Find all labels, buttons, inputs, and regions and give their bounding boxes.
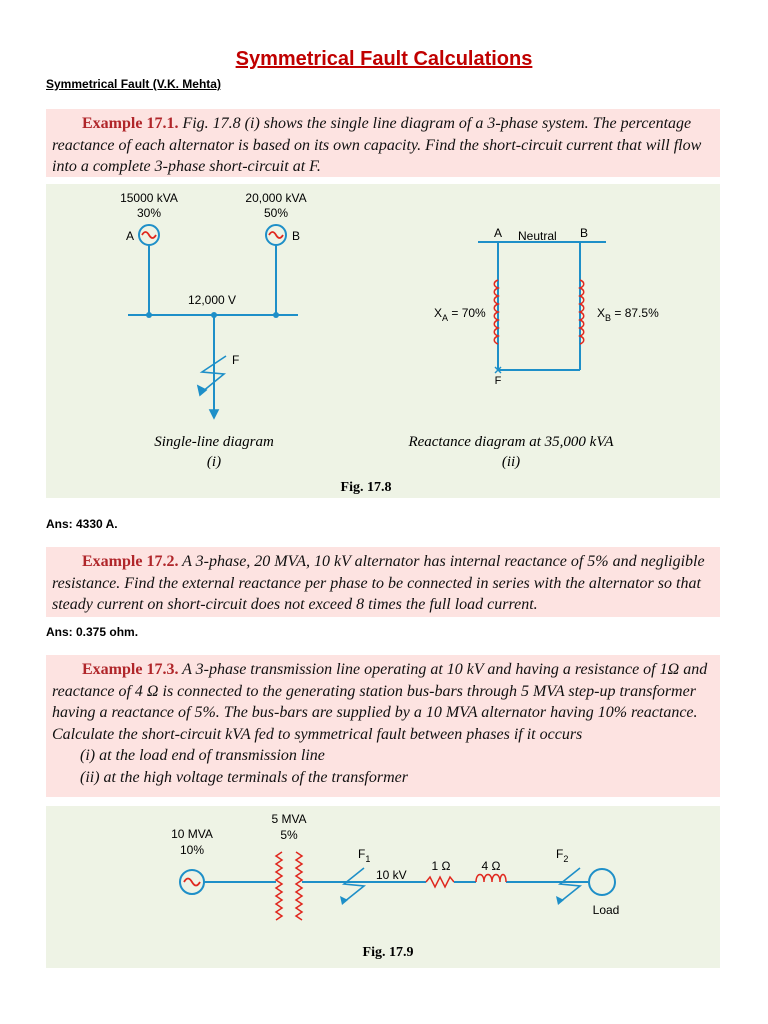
figure-17-8-label: Fig. 17.8 <box>340 480 392 495</box>
gen-b-label: B <box>292 229 301 243</box>
gen-a-label: A <box>125 229 134 243</box>
example-17-2-label: Example 17.2. <box>82 553 179 570</box>
answer-17-2: Ans: 0.375 ohm. <box>46 625 139 639</box>
load-label: Load <box>592 903 620 917</box>
example-17-2-text <box>46 547 720 620</box>
gen-a-reactance: 30% <box>136 206 162 220</box>
answer-17-1: Ans: 4330 A. <box>46 517 118 531</box>
caption-left-num: (i) <box>206 454 222 470</box>
fault-label: F <box>232 353 240 367</box>
example-17-2-box <box>46 547 720 617</box>
gen-reactance: 10% <box>179 843 205 857</box>
figure-17-8 <box>46 184 720 498</box>
tx-reactance: 5% <box>280 828 298 842</box>
example-17-3-body: A 3-phase transmission line operating at 10 kV and having a resistance of 1Ω and reactance of 4 Ω is connected to the generating station bus-bars through 5 MVA step-up transformer having a reactance of 5%. The bus-bars are supplied by a 10 MVA alternator having 10% reactance. Calculate the short-circuit kVA fed to symmetrical fault between phases if it occurs <box>52 661 708 743</box>
xb-label: $X_B = 87.5\%$ <box>597 306 659 323</box>
f1-label: $F_1$ <box>358 847 371 864</box>
example-17-2-body: A 3-phase, 20 MVA, 10 kV alternator has internal reactance of 5% and negligible resistance. Find the external reactance per phase to be connected in series with the alternator so that steady current on short-circuit does not exceed 8 times the full load current. <box>52 553 705 613</box>
node-a-label: A <box>493 226 503 240</box>
node-b-label: B <box>579 226 589 240</box>
example-17-3-item-1: (i) at the load end of transmission line <box>80 747 325 764</box>
example-17-3-text <box>46 655 720 792</box>
example-17-3-item-2: (ii) at the high voltage terminals of the transformer <box>80 768 408 786</box>
example-17-1-label: Example 17.1. <box>82 115 179 132</box>
gen-rating: 10 MVA <box>171 827 213 841</box>
figure-17-8-diagram <box>46 184 720 498</box>
resistor <box>426 877 454 887</box>
f2-label: $F_2$ <box>556 847 569 864</box>
fault-f2-symbol <box>560 868 580 902</box>
gen-tilde <box>184 879 200 886</box>
example-17-3-box <box>46 655 720 797</box>
caption-right: Reactance diagram at 35,000 kVA <box>408 434 614 450</box>
line-voltage: 10 kV <box>376 868 407 882</box>
example-17-1-body: Fig. 17.8 (i) shows the single line diagram of a 3-phase system. The percentage reactance of each alternator is based on its own capacity. Find the short-circuit current that will flow into a complete 3-phase short-circuit at F. <box>52 115 702 175</box>
tx-rating: 5 MVA <box>271 812 307 826</box>
xa-label: $X_A = 70\%$ <box>434 306 486 323</box>
fault-label-2: F <box>494 375 502 387</box>
xa-coil <box>494 280 584 344</box>
figure-17-9-label: Fig. 17.9 <box>362 945 414 960</box>
example-17-1-text <box>46 109 720 182</box>
section-subtitle: Symmetrical Fault (V.K. Mehta) <box>46 77 221 91</box>
neutral-label: Neutral <box>518 229 557 243</box>
gen-b-rating: 20,000 kVA <box>245 191 307 205</box>
figure-17-9-diagram <box>46 806 720 968</box>
bus-voltage: 12,000 V <box>188 293 237 307</box>
page-title: Symmetrical Fault Calculations <box>235 48 533 70</box>
caption-left: Single-line diagram <box>154 434 274 450</box>
gen-b-reactance: 50% <box>263 206 289 220</box>
gen-b-tilde <box>269 232 283 238</box>
figure-17-9 <box>46 806 720 968</box>
transformer <box>276 852 302 920</box>
fault-f1-symbol <box>344 868 364 902</box>
reactance-label: 4 Ω <box>481 859 501 873</box>
inductor <box>476 875 506 883</box>
caption-right-num: (ii) <box>501 454 521 470</box>
example-17-3-label: Example 17.3. <box>82 661 179 678</box>
load-circle <box>589 869 615 895</box>
gen-a-rating: 15000 kVA <box>120 191 178 205</box>
gen-a-tilde <box>142 232 156 238</box>
example-17-1-box <box>46 109 720 177</box>
resistance-label: 1 Ω <box>431 859 451 873</box>
